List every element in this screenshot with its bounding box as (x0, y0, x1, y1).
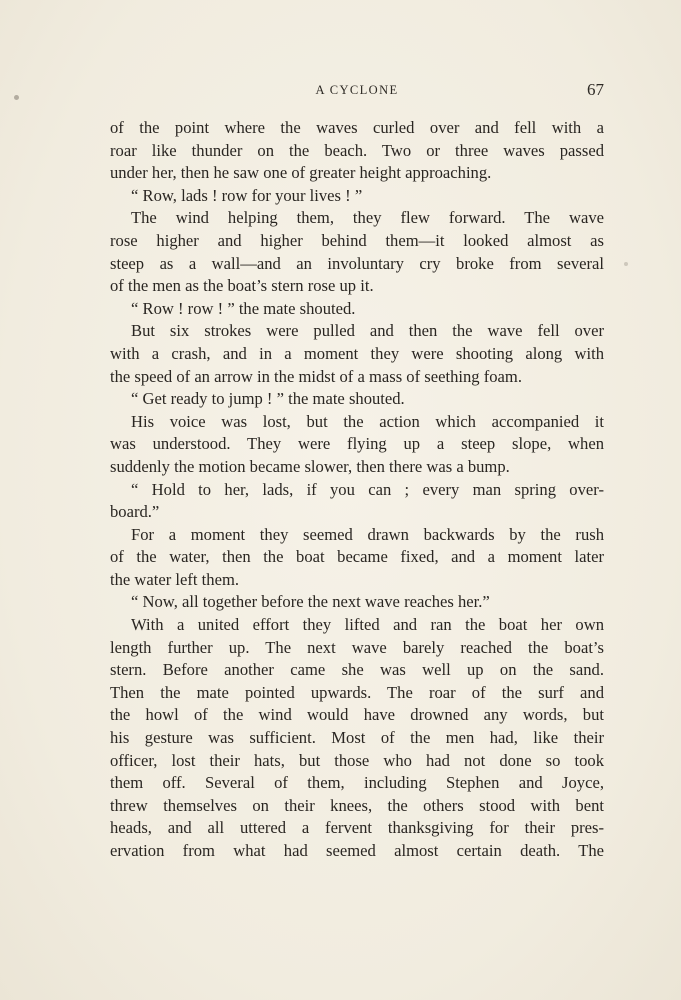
text-line: of the men as the boat’s stern rose up it. (110, 276, 374, 296)
text-line: was understood. They were flying up a steep slope, when (110, 434, 604, 454)
text-line: with a crash, and in a moment they were shooting along with (110, 343, 604, 363)
text-line: of the water, then the boat became fixed, and a moment later (110, 547, 604, 567)
text-line: His voice was lost, but the action which accompanied it (131, 411, 604, 431)
text-line: them off. Several of them, including Stephen and Joyce, (110, 773, 604, 793)
page-number: 67 (587, 80, 604, 99)
text-line: “ Row ! row ! ” the mate shouted. (131, 298, 356, 318)
paper-speck (14, 95, 19, 100)
paper-speck (624, 262, 628, 266)
text-line: For a moment they seemed drawn backwards by the rush (131, 524, 604, 544)
text-line: steep as a wall—and an involuntary cry broke from several (110, 253, 604, 273)
text-line: suddenly the motion became slower, then there was a bump. (110, 456, 510, 476)
text-line: board.” (110, 502, 160, 522)
text-line: heads, and all uttered a fervent thanksgiving for their pres- (110, 818, 604, 838)
text-line: the speed of an arrow in the midst of a mass of seething foam. (110, 366, 522, 386)
text-line: rose higher and higher behind them—it looked almost as (110, 230, 604, 250)
text-line: threw themselves on their knees, the others stood with bent (110, 795, 604, 815)
text-line: length further up. The next wave barely reached the boat’s (110, 637, 604, 657)
page-header (110, 80, 604, 102)
text-line: stern. Before another came she was well up on the sand. (110, 660, 604, 680)
body-text (110, 117, 604, 863)
text-line: Then the mate pointed upwards. The roar of the surf and (110, 682, 604, 702)
text-line: But six strokes were pulled and then the wave fell over (131, 321, 604, 341)
text-line: “ Hold to her, lads, if you can ; every man spring over- (131, 479, 604, 499)
text-line: the water left them. (110, 569, 240, 589)
text-line: of the point where the waves curled over and fell with a (110, 118, 604, 137)
text-line: roar like thunder on the beach. Two or three waves passed (110, 140, 604, 160)
text-line: “ Row, lads ! row for your lives ! ” (131, 185, 363, 205)
text-line: his gesture was sufficient. Most of the men had, like their (110, 728, 604, 748)
text-line: ervation from what had seemed almost certain death. The (110, 841, 604, 860)
text-line: “ Now, all together before the next wave reaches her.” (131, 592, 490, 612)
text-line: With a united effort they lifted and ran the boat her own (131, 615, 604, 635)
text-line: “ Get ready to jump ! ” the mate shouted. (131, 389, 405, 409)
text-line: the howl of the wind would have drowned any words, but (110, 705, 604, 725)
text-line: under her, then he saw one of greater height approaching. (110, 163, 492, 183)
text-line: officer, lost their hats, but those who had not done so took (110, 750, 604, 770)
running-title: A CYCLONE (315, 83, 399, 97)
text-line: The wind helping them, they flew forward. The wave (131, 208, 604, 228)
